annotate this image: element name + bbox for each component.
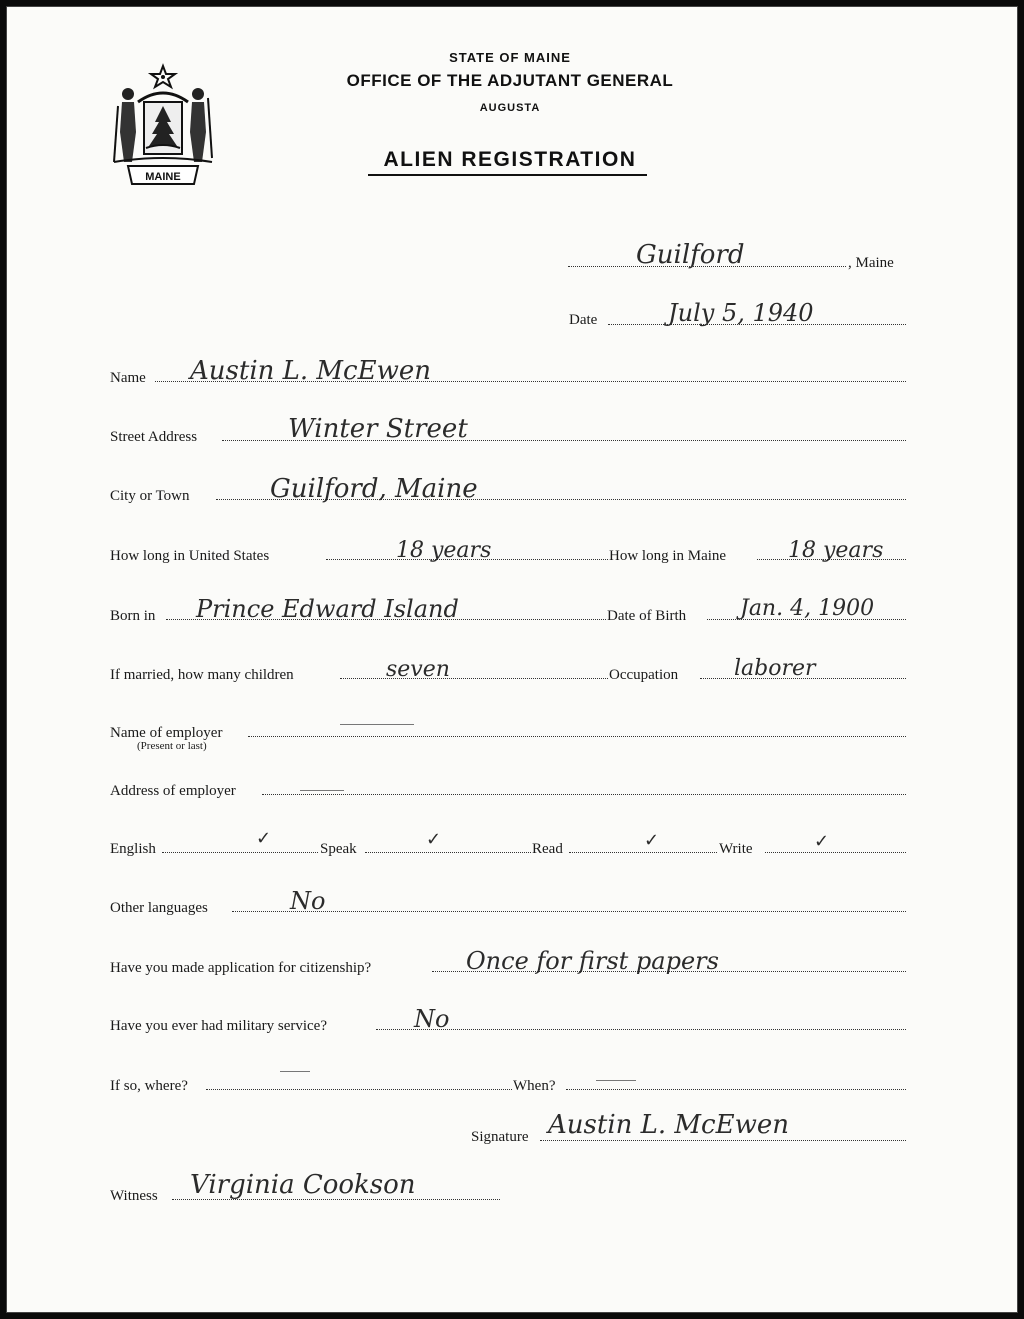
military-field[interactable]: No	[414, 1005, 450, 1033]
street-address-label: Street Address	[110, 429, 198, 445]
town-suffix: , Maine	[848, 255, 894, 271]
when-label: When?	[513, 1078, 556, 1094]
street-address-field[interactable]: Winter Street	[288, 414, 468, 444]
write-label: Write	[719, 841, 753, 857]
witness-field[interactable]: Virginia Cookson	[190, 1170, 416, 1200]
english-check[interactable]: ✓	[256, 828, 272, 849]
military-label: Have you ever had military service?	[110, 1018, 327, 1034]
children-label: If married, how many children	[110, 667, 294, 683]
employer-name-label: Name of employer	[110, 725, 223, 741]
read-check[interactable]: ✓	[644, 830, 660, 851]
signature-field[interactable]: Austin L. McEwen	[548, 1110, 789, 1140]
witness-label: Witness	[110, 1188, 158, 1204]
english-line	[162, 852, 318, 853]
when-dash	[596, 1080, 636, 1081]
town-field[interactable]: Guilford	[636, 240, 745, 270]
read-label: Read	[532, 841, 563, 857]
speak-label: Speak	[320, 841, 357, 857]
date-of-birth-field[interactable]: Jan. 4, 1900	[740, 596, 875, 621]
military-line	[376, 1029, 906, 1030]
how-long-maine-label: How long in Maine	[609, 548, 727, 564]
employer-name-dash	[340, 724, 414, 725]
date-of-birth-label: Date of Birth	[607, 608, 687, 624]
employer-address-line	[262, 794, 906, 795]
employer-name-sublabel: (Present or last)	[137, 740, 207, 752]
citizenship-field[interactable]: Once for first papers	[466, 947, 719, 975]
form-title: ALIEN REGISTRATION	[383, 148, 637, 171]
office-heading: OFFICE OF THE ADJUTANT GENERAL	[346, 71, 674, 90]
english-label: English	[110, 841, 156, 857]
employer-name-line	[248, 736, 906, 737]
citizenship-label: Have you made application for citizenship?	[110, 960, 372, 976]
where-label: If so, where?	[110, 1078, 188, 1094]
how-long-us-label: How long in United States	[110, 548, 270, 564]
when-line	[566, 1089, 906, 1090]
where-dash	[280, 1071, 310, 1072]
maine-state-seal	[108, 62, 218, 190]
employer-address-label: Address of employer	[110, 783, 236, 799]
where-line	[206, 1089, 512, 1090]
other-languages-field[interactable]: No	[290, 887, 326, 915]
employer-address-dash	[300, 790, 344, 791]
write-check[interactable]: ✓	[814, 831, 830, 852]
date-label: Date	[569, 312, 598, 328]
write-line	[765, 852, 906, 853]
speak-check[interactable]: ✓	[426, 829, 442, 850]
name-label: Name	[110, 370, 146, 386]
signature-label: Signature	[471, 1129, 529, 1145]
speak-line	[365, 852, 531, 853]
occupation-field[interactable]: laborer	[734, 656, 816, 681]
how-long-maine-field[interactable]: 18 years	[788, 538, 884, 563]
how-long-us-field[interactable]: 18 years	[396, 538, 492, 563]
seal-banner-text: MAINE	[145, 171, 181, 183]
read-line	[569, 852, 717, 853]
title-underline	[368, 174, 647, 176]
children-field[interactable]: seven	[386, 657, 450, 682]
other-languages-label: Other languages	[110, 900, 208, 916]
occupation-label: Occupation	[609, 667, 679, 683]
city-heading: AUGUSTA	[479, 102, 541, 114]
city-town-label: City or Town	[110, 488, 190, 504]
born-in-label: Born in	[110, 608, 156, 624]
children-line	[340, 678, 608, 679]
date-field[interactable]: July 5, 1940	[668, 299, 814, 327]
state-heading: STATE OF MAINE	[449, 50, 571, 65]
name-field[interactable]: Austin L. McEwen	[190, 356, 431, 386]
other-languages-line	[232, 911, 906, 912]
born-in-field[interactable]: Prince Edward Island	[196, 595, 459, 623]
signature-line	[540, 1140, 906, 1141]
city-town-field[interactable]: Guilford, Maine	[270, 474, 478, 504]
